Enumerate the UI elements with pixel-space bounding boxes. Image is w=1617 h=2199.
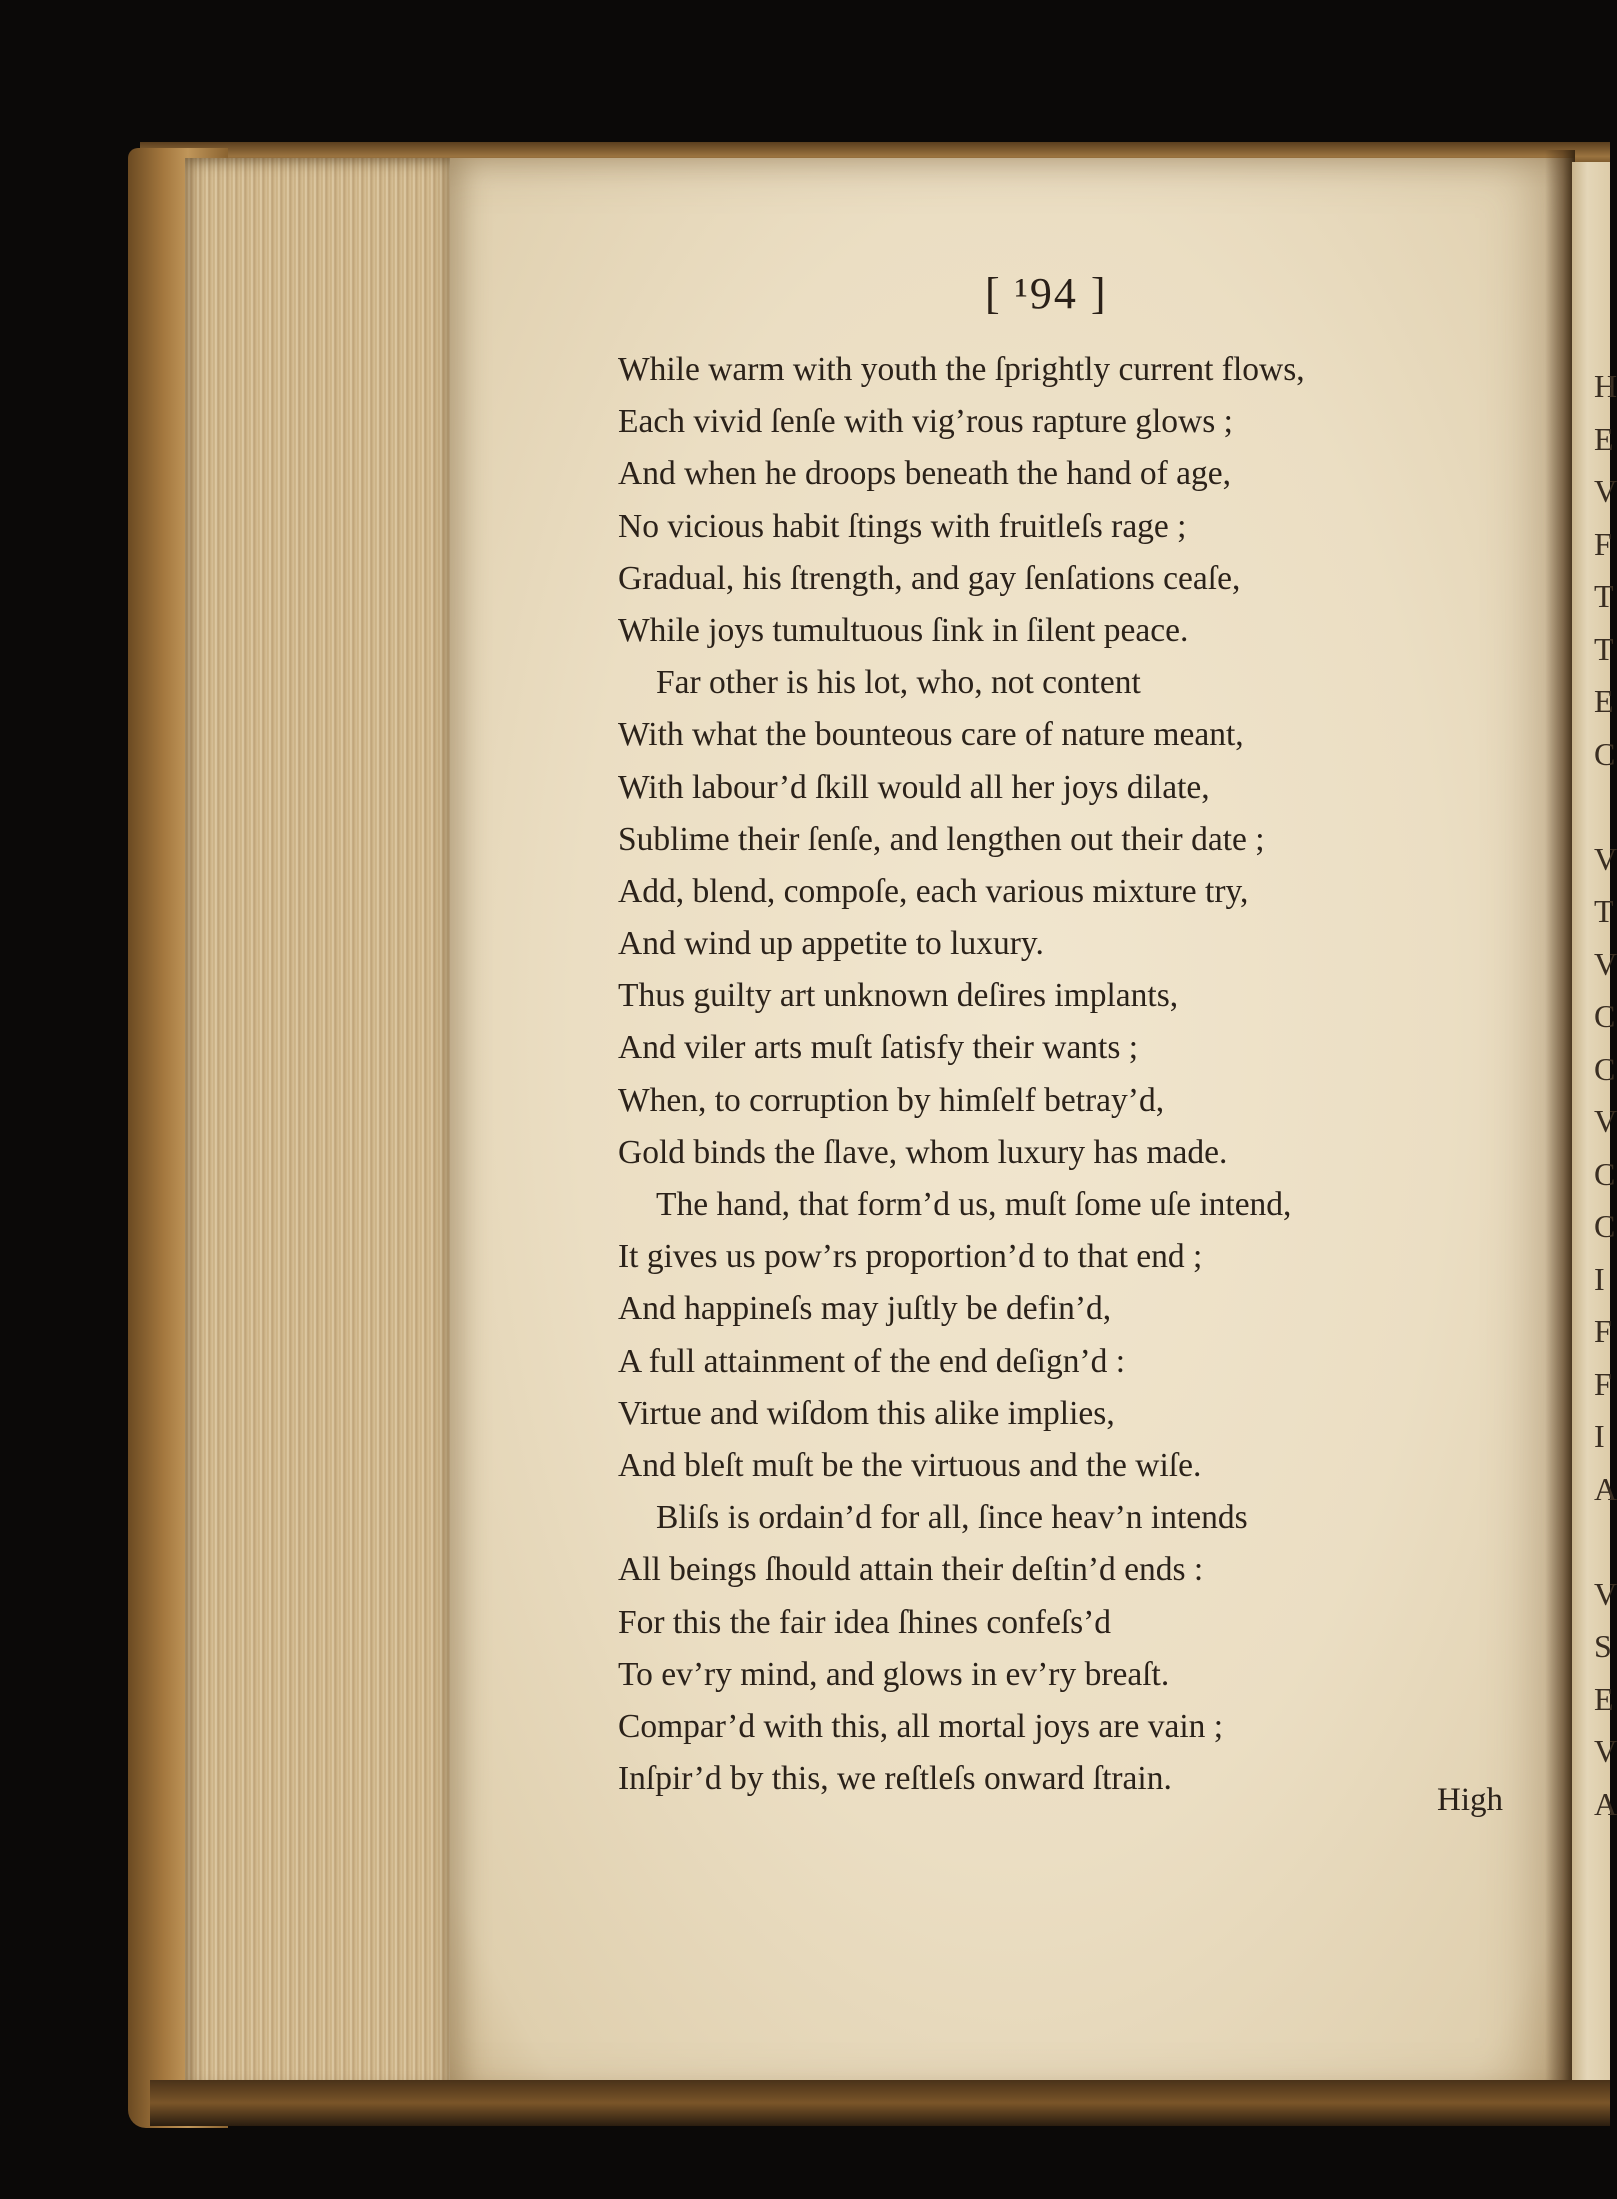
facing-page-initial: A xyxy=(1594,1470,1617,1507)
facing-page-initial: C xyxy=(1594,998,1616,1034)
poem-line: Virtue and wiſdom this alike implies, xyxy=(618,1394,1115,1432)
poem-line: A full attainment of the end deſign’d : xyxy=(618,1342,1126,1380)
facing-page-initial: F xyxy=(1594,525,1612,562)
poem-line: Gold binds the ſlave, whom luxury has made. xyxy=(618,1133,1228,1171)
facing-page-initial: C xyxy=(1594,1208,1616,1244)
facing-page-initial: T xyxy=(1594,893,1614,929)
facing-page-initial: I xyxy=(1594,1418,1605,1454)
facing-page-line-initials xyxy=(1594,360,1617,1830)
facing-page-initial: V xyxy=(1594,840,1617,877)
poem-line: And when he droops beneath the hand of age, xyxy=(618,455,1232,493)
facing-page-initial: E xyxy=(1594,420,1614,457)
facing-page-initial: V xyxy=(1594,473,1617,509)
poem-line: While joys tumultuous ſink in ſilent peace. xyxy=(618,611,1189,649)
poem-line: And viler arts muſt ſatisfy their wants ; xyxy=(618,1029,1139,1067)
facing-page-initial: T xyxy=(1594,630,1614,667)
facing-page-initial: A xyxy=(1594,1785,1617,1822)
poem-text xyxy=(618,344,1518,1805)
facing-page-initial xyxy=(1594,1515,1610,1568)
catchword: High xyxy=(1437,1782,1503,1818)
poem-line: And wind up appetite to luxury. xyxy=(618,925,1044,963)
facing-page-initial: F xyxy=(1594,1365,1612,1402)
poem-line: Sublime their ſenſe, and lengthen out their date ; xyxy=(618,820,1265,858)
poem-line: No vicious habit ſtings with fruitleſs rage ; xyxy=(618,507,1187,545)
poem-line: And happineſs may juſtly be defin’d, xyxy=(618,1290,1112,1328)
facing-page-initial: T xyxy=(1594,578,1614,614)
poem-line: Gradual, his ſtrength, and gay ſenſations ceaſe, xyxy=(618,559,1241,597)
poem-line: Inſpir’d by this, we reſtleſs onward ſtrain. xyxy=(618,1760,1172,1798)
poem-line: All beings ſhould attain their deſtin’d ends : xyxy=(618,1551,1204,1589)
facing-page-initial xyxy=(1594,780,1610,833)
facing-page-initial: C xyxy=(1594,1155,1616,1192)
poem-line: Far other is his lot, who, not content xyxy=(656,664,1141,702)
poem-line: And bleſt muſt be the virtuous and the wiſe. xyxy=(618,1446,1202,1484)
poem-line: With labour’d ſkill would all her joys dilate, xyxy=(618,768,1210,806)
poem-line: When, to corruption by himſelf betray’d, xyxy=(618,1081,1165,1119)
poem-line: Add, blend, compoſe, each various mixture try, xyxy=(618,872,1249,910)
poem-line: It gives us pow’rs proportion’d to that end ; xyxy=(618,1238,1203,1276)
poem-line: Compar’d with this, all mortal joys are vain ; xyxy=(618,1707,1224,1745)
poem-line: For this the fair idea ſhines confeſs’d xyxy=(618,1603,1112,1641)
book-gutter xyxy=(1545,150,1575,2100)
facing-page-initial: V xyxy=(1594,1575,1617,1612)
book-cover-bottom-edge xyxy=(150,2080,1610,2126)
poem-line: With what the bounteous care of nature meant, xyxy=(618,716,1244,754)
facing-page-initial: I xyxy=(1594,1260,1605,1297)
facing-page-initial: C xyxy=(1594,1050,1616,1087)
facing-page-initial: H xyxy=(1594,368,1617,404)
page-edges-stack xyxy=(185,158,460,2093)
poem-line: Thus guilty art unknown deſires implants, xyxy=(618,977,1179,1015)
facing-page-initial: V xyxy=(1594,945,1617,982)
poem-line: Bliſs is ordain’d for all, ſince heav’n intends xyxy=(656,1499,1248,1537)
page-number: [ ¹94 ] xyxy=(985,269,1108,318)
facing-page-initial: V xyxy=(1594,1103,1617,1139)
facing-page-initial: E xyxy=(1594,683,1614,719)
facing-page-initial: E xyxy=(1594,1680,1614,1717)
poem-line: The hand, that form’d us, muſt ſome uſe intend, xyxy=(656,1186,1292,1223)
facing-page-initial: C xyxy=(1594,735,1616,772)
facing-page-initial: S xyxy=(1594,1628,1612,1664)
facing-page-initial: F xyxy=(1594,1313,1612,1349)
poem-line: To ev’ry mind, and glows in ev’ry breaſt. xyxy=(618,1655,1170,1693)
poem-line: While warm with youth the ſprightly current flows, xyxy=(618,351,1305,388)
facing-page-initial: V xyxy=(1594,1733,1617,1769)
poem-line: Each vivid ſenſe with vig’rous rapture glows ; xyxy=(618,403,1233,441)
